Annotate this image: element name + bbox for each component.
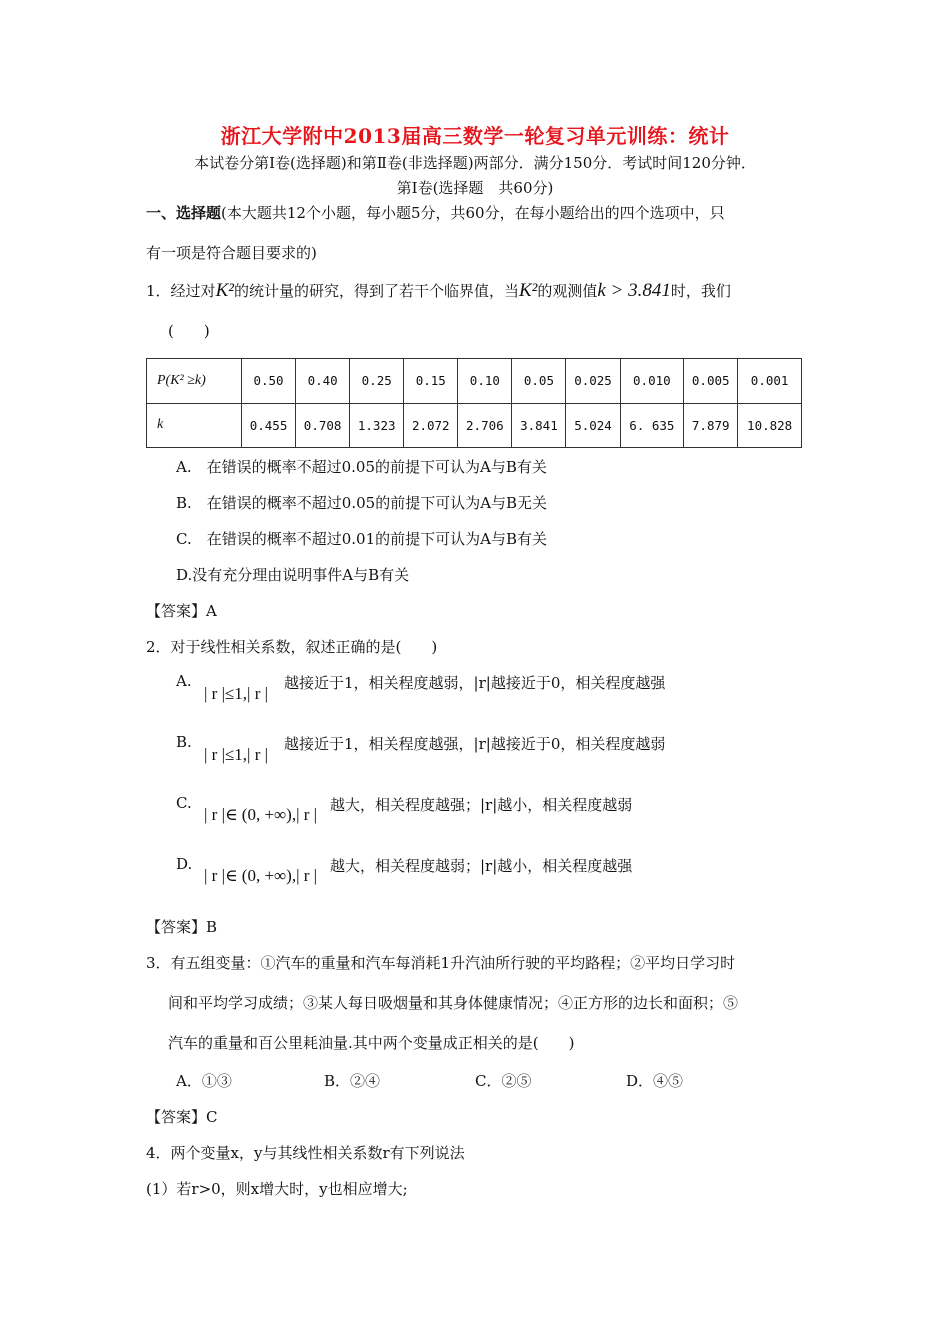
section-description-cont: 有一项是符合题目要求的) bbox=[146, 244, 317, 262]
option-formula: | r |≤1,| r | bbox=[204, 684, 269, 703]
q1-option-b: B. 在错误的概率不超过0.05的前提下可认为A与B无关 bbox=[176, 494, 548, 512]
q2-option-d-text: 越大，相关程度越弱；|r|越小，相关程度越强 bbox=[330, 857, 633, 875]
critical-value-table bbox=[146, 358, 802, 448]
table-row bbox=[147, 403, 802, 448]
q2-answer: 【答案】B bbox=[146, 918, 218, 936]
answer-blank: ( ) bbox=[168, 322, 210, 340]
table-cell: 0.10 bbox=[458, 359, 512, 404]
q2-option-a bbox=[176, 672, 192, 690]
table-cell: 0.25 bbox=[350, 359, 404, 404]
table-cell: 0.455 bbox=[242, 403, 296, 448]
table-cell: 0.005 bbox=[684, 359, 738, 404]
table-cell: 1.323 bbox=[350, 403, 404, 448]
question-4-item-1: (1）若r>0，则x增大时，y也相应增大; bbox=[146, 1180, 408, 1198]
stem-text: 的观测值 bbox=[537, 282, 598, 300]
option-label: B. bbox=[176, 733, 192, 751]
stem-text: 经过对 bbox=[170, 282, 216, 300]
q3-option-d: D．④⑤ bbox=[626, 1072, 684, 1090]
q3-option-c: C．②⑤ bbox=[475, 1072, 532, 1090]
option-formula: | r |∈ (0, +∞),| r | bbox=[204, 866, 318, 885]
q2-option-c-formula bbox=[204, 805, 317, 825]
exam-intro: 本试卷分第Ⅰ卷(选择题)和第Ⅱ卷(非选择题)两部分．满分150分．考试时间120分钟． bbox=[194, 154, 756, 172]
option-label: C. bbox=[176, 794, 192, 812]
q1-answer: 【答案】A bbox=[146, 602, 217, 620]
question-3-line-2: 间和平均学习成绩；③某人每日吸烟量和其身体健康情况；④正方形的边长和面积；⑤ bbox=[168, 994, 739, 1012]
option-formula: | r |≤1,| r | bbox=[204, 745, 269, 764]
table-cell: 3.841 bbox=[512, 403, 566, 448]
question-4-stem: 4．两个变量x，y与其线性相关系数r有下列说法 bbox=[146, 1144, 465, 1162]
table-cell: 0.40 bbox=[296, 359, 350, 404]
option-label: A. bbox=[176, 672, 192, 690]
table-cell: 0.50 bbox=[242, 359, 296, 404]
q3-option-b: B．②④ bbox=[324, 1072, 381, 1090]
q2-option-b-text: 越接近于1，相关程度越强，|r|越接近于0，相关程度越弱 bbox=[284, 735, 666, 753]
q2-option-b-formula bbox=[204, 745, 268, 765]
table-cell: 6. 635 bbox=[620, 403, 684, 448]
condition-formula: k > 3.841 bbox=[597, 280, 671, 301]
table-cell: 5.024 bbox=[566, 403, 620, 448]
table-cell: 0.001 bbox=[738, 359, 802, 404]
table-cell: 0.010 bbox=[620, 359, 684, 404]
question-3-line-1: 3．有五组变量：①汽车的重量和汽车每消耗1升汽油所行驶的平均路程；②平均日学习时 bbox=[146, 954, 736, 972]
table-cell: 0.05 bbox=[512, 359, 566, 404]
table-header-cell: P(K² ≥k) bbox=[147, 359, 242, 404]
table-header-cell: k bbox=[147, 403, 242, 448]
table-cell: 2.706 bbox=[458, 403, 512, 448]
q1-option-a: A. 在错误的概率不超过0.05的前提下可认为A与B有关 bbox=[176, 458, 547, 476]
option-label: D. bbox=[176, 855, 193, 873]
table-cell: 10.828 bbox=[738, 403, 802, 448]
question-1-stem bbox=[146, 280, 731, 302]
q2-option-a-formula bbox=[204, 684, 268, 704]
q1-option-d: D.没有充分理由说明事件A与B有关 bbox=[176, 566, 410, 584]
section-description: (本大题共12个小题，每小题5分，共60分，在每小题给出的四个选项中，只 bbox=[221, 204, 725, 222]
table-cell: 2.072 bbox=[404, 403, 458, 448]
section-heading: 一、选择题 bbox=[146, 204, 222, 222]
table-cell: 0.15 bbox=[404, 359, 458, 404]
q2-option-c bbox=[176, 794, 192, 812]
question-3-line-3: 汽车的重量和百公里耗油量.其中两个变量成正相关的是( ) bbox=[168, 1034, 575, 1052]
stem-text: 的统计量的研究，得到了若干个临界值，当 bbox=[233, 282, 519, 300]
q2-option-d-formula bbox=[204, 866, 317, 886]
section-one bbox=[146, 202, 725, 223]
k-squared-symbol: K² bbox=[215, 280, 234, 301]
document-title: 浙江大学附中2013届高三数学一轮复习单元训练：统计 bbox=[220, 124, 730, 148]
q2-option-a-text: 越接近于1，相关程度越弱，|r|越接近于0，相关程度越强 bbox=[284, 674, 666, 692]
option-formula: | r |∈ (0, +∞),| r | bbox=[204, 805, 318, 824]
table-cell: 7.879 bbox=[684, 403, 738, 448]
q3-option-a: A．①③ bbox=[176, 1072, 232, 1090]
k-squared-symbol: K² bbox=[518, 280, 538, 301]
question-number: 1． bbox=[146, 282, 171, 300]
q1-option-c: C. 在错误的概率不超过0.01的前提下可认为A与B有关 bbox=[176, 530, 547, 548]
part-one-heading: 第Ⅰ卷(选择题 共60分) bbox=[396, 179, 554, 197]
q2-option-c-text: 越大，相关程度越强；|r|越小，相关程度越弱 bbox=[330, 796, 633, 814]
q3-answer: 【答案】C bbox=[146, 1108, 218, 1126]
q2-option-b bbox=[176, 733, 192, 751]
table-row bbox=[147, 359, 802, 404]
q2-option-d bbox=[176, 855, 192, 873]
stem-text: 时，我们 bbox=[670, 282, 731, 300]
question-2-stem: 2．对于线性相关系数，叙述正确的是( ) bbox=[146, 638, 438, 656]
table-cell: 0.025 bbox=[566, 359, 620, 404]
table-cell: 0.708 bbox=[296, 403, 350, 448]
